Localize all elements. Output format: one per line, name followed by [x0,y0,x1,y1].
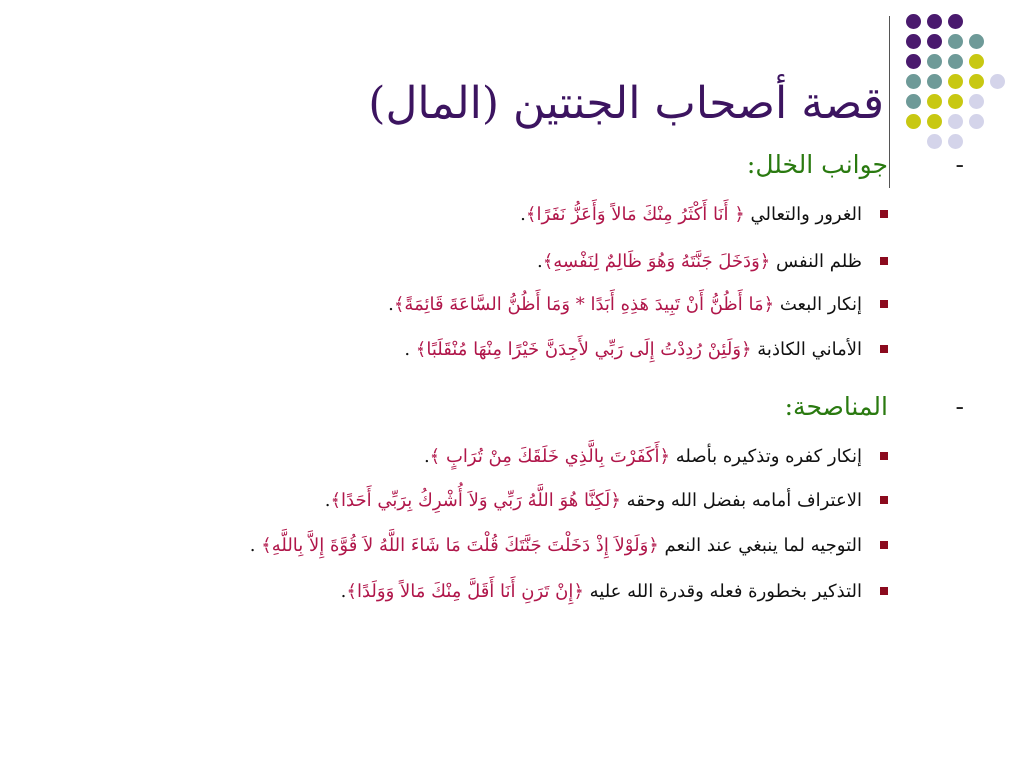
list-item [250,533,862,559]
list-item [404,337,862,363]
decorative-dot [906,34,921,49]
slide-title: قصة أصحاب الجنتين (المال) [368,78,884,129]
decorative-dot [948,14,963,29]
title-divider-line [889,16,890,188]
decorative-dot [969,74,984,89]
section-dash: - [955,392,964,421]
bullet-icon [880,257,888,265]
section-heading-text: المناصحة: [784,392,888,421]
decorative-dot [927,34,942,49]
decorative-dot [969,34,984,49]
list-item [537,249,862,275]
decorative-dot [969,54,984,69]
item-end: . [340,581,347,602]
decorative-dot [948,54,963,69]
decorative-dot [948,94,963,109]
section-heading-text: جوانب الخلل: [746,150,888,179]
item-quote: ﴿أَكَفَرْتَ بِالَّذِي خَلَقَكَ مِنْ تُرَابٍ ﴾ [429,446,671,467]
decorative-dot [969,94,984,109]
item-end: . [388,294,394,315]
item-quote: ﴿مَا أَظُنُّ أَنْ تَبِيدَ هَذِهِ أَبَدًا * وَمَا أَظُنُّ السَّاعَةَ قَائِمَةً﴾ [393,294,775,315]
item-end: . [324,490,331,511]
decorative-dot [948,74,963,89]
decorative-dot [927,134,942,149]
bullet-icon [880,300,888,308]
decorative-dot [906,114,921,129]
decorative-dot [927,54,942,69]
item-text: ظلم النفس [770,251,862,272]
item-end: . [249,535,262,556]
item-end: . [404,339,416,360]
decorative-dot [948,134,963,149]
item-quote: ﴿إِنْ تَرَنِ أَنَا أَقَلَّ مِنْكَ مَالاً وَوَلَدًا﴾ [346,581,584,602]
decorative-dot [948,114,963,129]
decorative-dot [969,114,984,129]
bullet-icon [880,452,888,460]
item-text: الاعتراف أمامه بفضل الله وحقه [620,490,862,511]
item-text: التذكير بخطورة فعله وقدرة الله عليه [583,581,862,602]
item-text: إنكار البعث [774,294,862,315]
section-heading-flaws [746,150,964,179]
decorative-dot [927,74,942,89]
decorative-dot [906,54,921,69]
list-item [341,579,862,605]
bullet-icon [880,210,888,218]
item-text: الغرور والتعالي [744,204,862,225]
bullet-icon [880,496,888,504]
decorative-dot-grid [906,14,1018,164]
item-text: إنكار كفره وتذكيره بأصله [670,446,862,467]
item-end: . [520,204,526,225]
list-item [388,292,862,318]
decorative-dot [927,114,942,129]
item-quote: ﴿لَكِنَّا هُوَ اللَّهُ رَبِّي وَلاَ أُشْرِكُ بِرَبِّي أَحَدًا﴾ [330,490,621,511]
item-quote: ﴿ أَنَا أَكْثَرُ مِنْكَ مَالاً وَأَعَزُّ نَفَرًا﴾ [525,204,745,225]
section-dash: - [955,150,964,179]
bullet-icon [880,587,888,595]
decorative-dot [927,14,942,29]
decorative-dot [906,94,921,109]
list-item [520,202,862,228]
decorative-dot [906,14,921,29]
item-quote: ﴿وَلَوْلاَ إِذْ دَخَلْتَ جَنَّتَكَ قُلْتَ مَا شَاءَ اللَّهُ لاَ قُوَّةَ إِلاَّ بِاللَّهِ﴾ [261,535,659,556]
item-quote: ﴿وَلَئِنْ رُدِدْتُ إِلَى رَبِّي لأَجِدَنَّ خَيْرًا مِنْهَا مُنْقَلَبًا﴾ [415,339,752,360]
decorative-dot [927,94,942,109]
list-item [424,444,862,470]
decorative-dot [990,74,1005,89]
item-text: الأماني الكاذبة [751,339,862,360]
decorative-dot [906,74,921,89]
item-quote: ﴿وَدَخَلَ جَنَّتَهُ وَهُوَ ظَالِمٌ لِنَفْسِهِ﴾ [542,251,771,272]
decorative-dot [948,34,963,49]
item-text: التوجيه لما ينبغي عند النعم [658,535,862,556]
item-end: . [423,446,430,467]
bullet-icon [880,345,888,353]
item-end: . [537,251,543,272]
section-heading-advice [784,392,964,421]
bullet-icon [880,541,888,549]
list-item [325,488,862,514]
